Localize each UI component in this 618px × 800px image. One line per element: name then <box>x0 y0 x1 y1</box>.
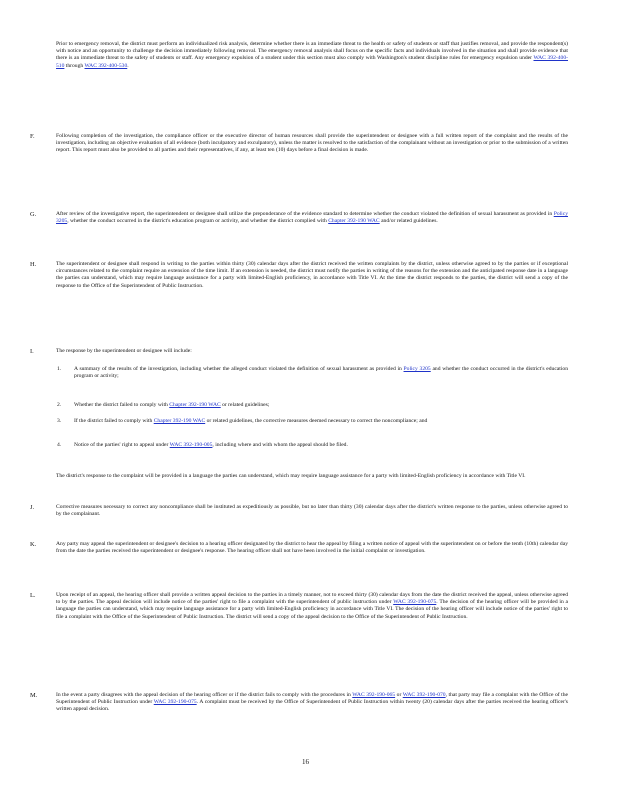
link-wac-392-190-075[interactable]: WAC 392-190-075 <box>153 699 197 706</box>
list-item: Notice of the parties' right to appeal under WAC 392-190-005, including where and with whom the appeal should be filed. <box>74 442 348 448</box>
link-policy-3205[interactable]: Policy 3205 <box>56 211 568 225</box>
link-chapter-392-190-wac[interactable]: Chapter 392-190 WAC <box>328 218 380 225</box>
section-letter-j: J. <box>30 504 35 511</box>
item-number: 2. <box>57 402 62 408</box>
link-chapter-392-190-wac[interactable]: Chapter 392-190 WAC <box>169 402 221 408</box>
link-chapter-392-190-wac[interactable]: Chapter 392-190 WAC <box>153 418 206 424</box>
paragraph-k: Any party may appeal the superintendent or designee's decision to a hearing officer designated by the district to hear the appeal by filing a written notice of appeal with the superintendent on or before the tenth (10th) calendar day from the date the parties received the superintendent or designee's response. The hearing officer shall not have been involved in the initial complaint or investigation. <box>56 541 568 555</box>
paragraph-h: The superintendent or designee shall respond in writing to the parties within thirty (30) calendar days after the district received the written complaints by the district, unless otherwise agreed to by the parties or if exceptional circumstances related to the complaint require an extension of the time limit. If an extension is needed, the district must notify the parties in writing of the reasons for the extension and the anticipated response date in a language the parties can understand, which may require language assistance for a party with limited-English proficiency, in accordance with Title VI. At the time the district responds to the parties, the district will send a copy of the response to the Office of the Superintendent of Public Instruction. <box>56 261 568 289</box>
paragraph-i-after: The district's response to the complaint will be provided in a language the parties can understand, which may require language assistance for a party with limited-English proficiency in accordance with Title VI. <box>56 473 526 479</box>
section-letter-i: I. <box>30 348 34 355</box>
paragraph-l: Upon receipt of an appeal, the hearing officer shall provide a written appeal decision to the parties in a timely manner, not to exceed thirty (30) calendar days from the date the district received the appeal, unless otherwise agreed to by the parties. The appeal decision will include notice of the parties' right to file a complaint with the superintendent of public instruction under WAC 392-190-075. The decision of the hearing officer will be provided in a language the parties can understand, which may require language assistance for a party with limited-English proficiency in accordance with Title VI. The decision of the hearing officer will include notice of the parties' right to file a complaint with the Office of the Superintendent of Public Instruction. The district will send a copy of the appeal decision to the Office of the Superintendent of Public Instruction. <box>56 592 568 620</box>
link-wac-392-190-075[interactable]: WAC 392-190-075 <box>393 599 437 606</box>
section-letter-l: L. <box>30 592 36 599</box>
paragraph-g: After review of the investigative report, the superintendent or designee shall utilize the preponderance of the evidence standard to determine whether the conduct violated the definition of sexual harassment as provided in Policy 3205, whether the conduct occurred in the district's education program or activity, and whether the district complied with Chapter 392-190 WAC and/or related guidelines. <box>56 211 568 225</box>
list-item: If the district failed to comply with Chapter 392-190 WAC or related guidelines, the corrective measures deemed necessary to correct the noncompliance; and <box>74 418 428 424</box>
paragraph-f: Following completion of the investigation, the compliance officer or the executive director of human resources shall provide the superintendent or designee with a full written report of the complaint and the results of the investigation, including an objective evaluation of all evidence (both inculpatory and exculpatory), unless the matter is resolved to the satisfaction of the complainant without an investigation or prior to the submission of a written report. This report must also be provided to all parties and their representatives, if any, at least ten (10) days before a final decision is made. <box>56 133 568 154</box>
section-letter-k: K. <box>30 541 37 548</box>
section-letter-f: F. <box>30 133 35 140</box>
paragraph-m: In the event a party disagrees with the appeal decision of the hearing officer or if the district fails to comply with the procedures in WAC 392-190-065 or WAC 392-190-070, that party may file a complaint with the Office of the Superintendent of Public Instruction under WAC 392-190-075. A complaint must be received by the Office of Superintendent of Public Instruction within twenty (20) calendar days after the parties received the hearing officer's written appeal decision. <box>56 692 568 713</box>
item-number: 4. <box>57 442 62 448</box>
item-number: 1. <box>57 366 62 372</box>
link-wac-392-190-065[interactable]: WAC 392-190-065 <box>352 692 396 698</box>
paragraph-i: The response by the superintendent or designee will include: <box>56 348 192 354</box>
page-number: 16 <box>302 758 309 766</box>
list-item: Whether the district failed to comply with Chapter 392-190 WAC or related guidelines; <box>74 402 270 408</box>
link-wac-392-190-070[interactable]: WAC 392-190-070 <box>402 692 446 698</box>
link-wac-392-400-530[interactable]: WAC 392-400-530 <box>84 62 128 69</box>
paragraph-j: Corrective measures necessary to correct any noncompliance shall be instituted as expeditiously as possible, but no later than thirty (30) calendar days after the district's written response to the parties, unless otherwise agreed to by the complainant. <box>56 504 568 518</box>
link-wac-392-190-005[interactable]: WAC 392-190-005 <box>169 442 213 448</box>
intro-through: through <box>65 62 84 69</box>
link-wac-392-400-510[interactable]: WAC 392-400-510 <box>56 55 568 69</box>
section-letter-g: G. <box>30 211 37 218</box>
paragraph-intro: Prior to emergency removal, the district must perform an individualized risk analysis, determine whether there is an immediate threat to the health or safety of students or staff that justifies removal, and provide the respondent(s) with notice and an opportunity to challenge the decision immediately following removal. The emergency removal analysis shall focus on the specific facts and individuals involved in the situation and shall provide evidence that there is an immediate threat to the safety of students or staff. Any emergency expulsion of a student under this section must also comply with Washington's student discipline rules for emergency expulsion under WAC 392-400-510 through WAC 392-400-530. <box>56 41 568 69</box>
link-policy-3205[interactable]: Policy 3205 <box>403 366 431 372</box>
section-letter-m: M. <box>30 692 38 699</box>
section-letter-h: H. <box>30 261 37 268</box>
item-number: 3. <box>57 418 62 424</box>
intro-text: Prior to emergency removal, the district must perform an individualized risk analysis, determine whether there is an immediate threat to the health or safety of students or staff that justifies removal, and provide the respondent(s) with notice and an opportunity to challenge the decision immediately following removal. The emergency removal analysis shall focus on the specific facts and individuals involved in the situation and shall provide evidence that there is an immediate threat to the safety of students or staff. Any emergency expulsion of a student under this section must also comply with Washington's student discipline rules for emergency expulsion under <box>56 41 568 62</box>
list-item: A summary of the results of the investigation, including whether the alleged conduct violated the definition of sexual harassment as provided in Policy 3205 and whether the conduct occurred in the district's education program or activity; <box>74 366 568 380</box>
